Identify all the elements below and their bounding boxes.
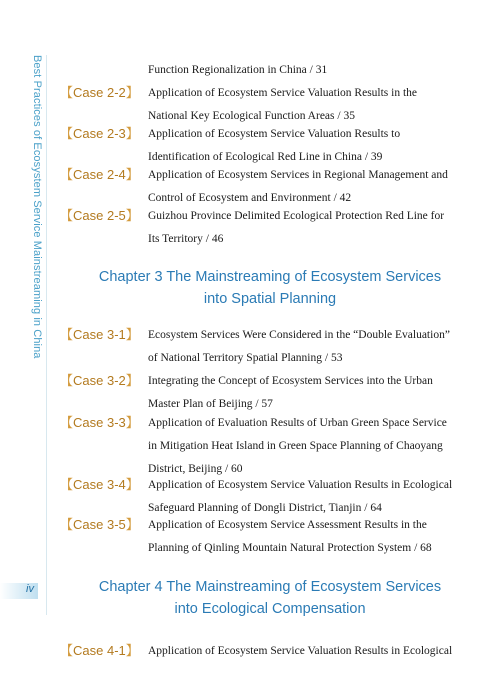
entry-line: Guizhou Province Delimited Ecological Protection Red Line for	[148, 210, 445, 222]
running-title: Best Practices of Ecosystem Service Mainstreaming in China	[31, 55, 43, 359]
entry-line: in Mitigation Heat Island in Green Space Planning of Chaoyang	[148, 440, 443, 452]
entry-line: of National Territory Spatial Planning / 53	[148, 352, 343, 364]
entry-line: Planning of Qinling Mountain Natural Protection System / 68	[148, 542, 432, 554]
case-label: 【Case 3-5】	[60, 517, 139, 532]
entry-line: Application of Ecosystem Service Valuation Results to	[148, 128, 401, 140]
entry-text	[148, 324, 480, 370]
entry-line: Application of Ecosystem Service Valuation Results in Ecological	[148, 479, 453, 491]
entry-line: Application of Evaluation Results of Urban Green Space Service	[148, 417, 447, 429]
case-label: 【Case 2-4】	[60, 167, 139, 182]
entry-line: Its Territory / 46	[148, 233, 224, 245]
chapter-title-line: Chapter 4 The Mainstreaming of Ecosystem Services	[98, 579, 442, 595]
entry-text	[148, 164, 480, 210]
entry-line: Integrating the Concept of Ecosystem Services into the Urban	[148, 375, 433, 387]
entry-text	[148, 514, 480, 560]
entry-line: Identification of Ecological Red Line in China / 39	[148, 151, 383, 163]
chapter-title-line: into Ecological Compensation	[174, 601, 366, 617]
entry-line: Application of Ecosystem Service Valuation Results in the	[148, 87, 418, 99]
entry-text	[148, 123, 480, 169]
chapter-title-line: into Spatial Planning	[203, 291, 337, 307]
case-label: 【Case 2-2】	[60, 85, 139, 100]
entry-line: Master Plan of Beijing / 57	[148, 398, 273, 410]
chapter-4-heading[interactable]	[60, 576, 480, 620]
entry-line: Application of Ecosystem Services in Regional Management and	[148, 169, 448, 181]
entry-line: Application of Ecosystem Service Assessment Results in the	[148, 519, 427, 531]
case-label: 【Case 2-3】	[60, 126, 139, 141]
entry-text	[148, 59, 480, 82]
margin-rule	[46, 55, 47, 615]
entry-line: Function Regionalization in China / 31	[148, 64, 328, 76]
entry-line: District, Beijing / 60	[148, 463, 243, 475]
entry-text	[148, 82, 480, 128]
entry-line: National Key Ecological Function Areas / 35	[148, 110, 355, 122]
case-label: 【Case 4-1】	[60, 643, 139, 658]
case-label: 【Case 3-2】	[60, 373, 139, 388]
entry-text	[148, 205, 480, 251]
case-label: 【Case 2-5】	[60, 208, 139, 223]
chapter-3-heading[interactable]	[60, 266, 480, 310]
entry-text	[148, 640, 480, 663]
case-label: 【Case 3-3】	[60, 415, 139, 430]
entry-line: Control of Ecosystem and Environment / 42	[148, 192, 352, 204]
entry-line: Safeguard Planning of Dongli District, Tianjin / 64	[148, 502, 382, 514]
chapter-title-line: Chapter 3 The Mainstreaming of Ecosystem Services	[98, 269, 442, 285]
page-number: iv	[26, 583, 34, 595]
entry-line: Application of Ecosystem Service Valuation Results in Ecological	[148, 645, 453, 657]
entry-text	[148, 370, 480, 416]
case-label: 【Case 3-1】	[60, 327, 139, 342]
case-label: 【Case 3-4】	[60, 477, 139, 492]
entry-line: Ecosystem Services Were Considered in the “Double Evaluation”	[148, 329, 450, 341]
entry-text	[148, 412, 480, 481]
